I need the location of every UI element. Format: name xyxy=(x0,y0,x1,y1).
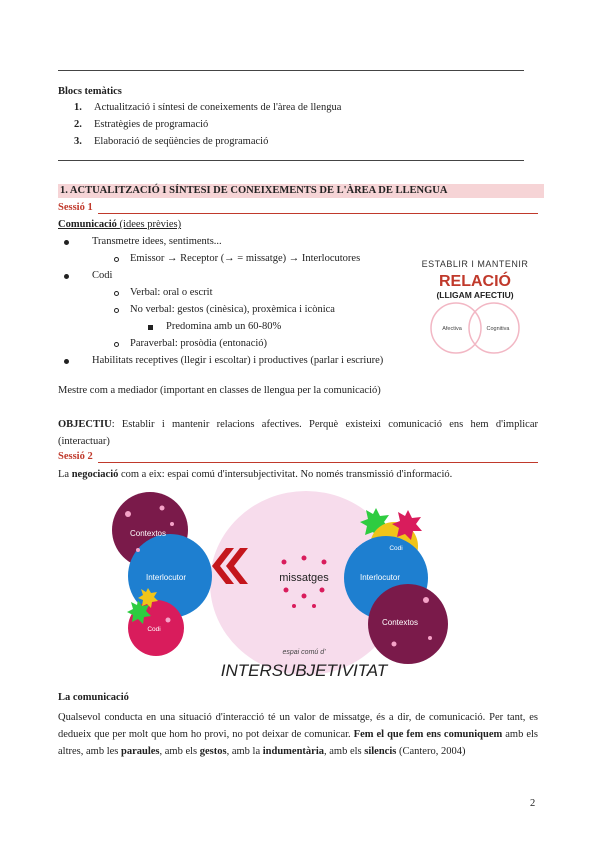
session2-text-after: com a eix: espai comú d'intersubjectivitat. No només transmissió d'informació. xyxy=(118,469,453,480)
comunicacio-indumentaria: indumentària xyxy=(262,746,325,757)
deco-dot xyxy=(312,604,316,608)
bullet-circle xyxy=(114,257,119,262)
comunicacio-p2c: , amb la xyxy=(226,746,263,757)
session2-text-before: La xyxy=(58,469,72,480)
deco-dot xyxy=(392,642,397,647)
session1-label: Sessió 1 xyxy=(58,202,93,213)
session1-line xyxy=(98,213,538,214)
deco-dot xyxy=(284,588,289,593)
comunicacio-title: La comunicació xyxy=(58,692,129,703)
bullet-circle xyxy=(114,342,119,347)
comunicacio-p1-bold: Fem el que fem ens comuniquem xyxy=(353,729,503,740)
comunicacio-sub: (idees prèvies) xyxy=(119,219,182,230)
session2-paragraph xyxy=(58,466,538,483)
comunicacio-gestos: gestos xyxy=(199,746,227,757)
blocs-item-num: 2. xyxy=(74,119,82,130)
top-rule xyxy=(58,70,524,71)
blocs-item-1 xyxy=(74,102,341,113)
bullet-predomina: Predomina amb un 60-80% xyxy=(166,321,282,332)
missatges-label: missatges xyxy=(279,572,329,584)
bullet-circle xyxy=(114,291,119,296)
bullet-transmetre: Transmetre idees, sentiments... xyxy=(92,236,222,247)
deco-dot xyxy=(292,604,296,608)
comunicacio-heading xyxy=(58,219,181,230)
bullet-verbal: Verbal: oral o escrit xyxy=(130,287,213,298)
relacio-line3: (LLIGAM AFECTIU) xyxy=(436,290,514,300)
comunicacio-p2e: (Cantero, 2004) xyxy=(396,746,466,757)
blocs-item-text: Elaboració de seqüències de programació xyxy=(94,136,269,147)
blocs-item-num: 1. xyxy=(74,102,82,113)
mestre-paragraph: Mestre com a mediador (important en classes de llengua per la comunicació) xyxy=(58,385,381,396)
interlocutor-right-label: Interlocutor xyxy=(359,573,401,582)
deco-dot xyxy=(302,556,307,561)
bullet-emissor: Emissor → Receptor (→ = missatge) → Interlocutores xyxy=(130,253,361,264)
deco-dot xyxy=(282,560,287,565)
negociacio: negociació xyxy=(71,469,119,480)
deco-dot xyxy=(166,618,171,623)
middle-rule xyxy=(58,160,524,161)
intersub-label: INTERSUBJETIVITAT xyxy=(220,661,388,680)
affective-label: Afectiva xyxy=(442,326,462,332)
comunicacio-silencis: silencis xyxy=(364,746,397,757)
deco-dot xyxy=(428,636,432,640)
bullet-square xyxy=(148,325,153,330)
comunicacio-title: Comunicació xyxy=(58,219,117,230)
cognitive-label: Cognitiva xyxy=(486,326,510,332)
deco-dot xyxy=(322,560,327,565)
bullet-dot xyxy=(64,240,69,245)
comunicacio-p2b: , amb els xyxy=(159,746,200,757)
deco-dot xyxy=(136,548,140,552)
objectiu-text: : Establir i mantenir relacions afectives. Perquè existeixi comunicació ens hem d'implicar (interactuar) xyxy=(58,419,538,447)
blocs-item-2 xyxy=(74,119,208,130)
relacio-figure xyxy=(410,256,540,356)
blocs-item-text: Estratègies de programació xyxy=(94,119,209,130)
page-number: 2 xyxy=(530,798,536,809)
bullet-habilitats: Habilitats receptives (llegir i escoltar) i productives (parlar i escriure) xyxy=(92,355,384,366)
session2-line xyxy=(98,462,538,463)
comunicacio-p2d: , amb els xyxy=(324,746,365,757)
intersubjectivity-diagram xyxy=(108,488,508,686)
contextos-right-label: Contextos xyxy=(381,618,419,627)
comunicacio-p2a: amb els altres, amb les xyxy=(58,729,538,757)
objectiu-label: OBJECTIU xyxy=(58,419,112,430)
relacio-line1: ESTABLIR I MANTENIR xyxy=(421,259,529,269)
objectiu-paragraph xyxy=(58,416,538,450)
deco-dot xyxy=(170,522,174,526)
deco-dot xyxy=(125,511,131,517)
interlocutor-left-label: Interlocutor xyxy=(145,573,187,582)
bullet-no-verbal: No verbal: gestos (cinèsica), proxèmica i icònica xyxy=(130,304,335,315)
session2-label: Sessió 2 xyxy=(58,451,93,462)
bullet-codi: Codi xyxy=(92,270,113,281)
deco-dot xyxy=(423,597,429,603)
blocs-item-text: Actualització i síntesi de coneixements de l'àrea de llengua xyxy=(94,102,342,113)
section-heading: 1. ACTUALITZACIÓ I SÍNTESI DE CONEIXEMENTS DE L'ÀREA DE LLENGUA xyxy=(58,184,544,198)
contextos-left-label: Contextos xyxy=(129,529,167,538)
deco-dot xyxy=(302,594,307,599)
comunicacio-paragraph xyxy=(58,709,538,760)
codi-right-label: Codi xyxy=(389,545,403,552)
bullet-dot xyxy=(64,359,69,364)
deco-dot xyxy=(320,588,325,593)
blocs-item-3 xyxy=(74,136,268,147)
blocs-title: Blocs temàtics xyxy=(58,86,122,97)
codi-left-label: Codi xyxy=(147,626,161,633)
bullet-paraverbal: Paraverbal: prosòdia (entonació) xyxy=(130,338,268,349)
blocs-item-num: 3. xyxy=(74,136,82,147)
comunicacio-p1: Qualsevol conducta en una situació d'interacció té un valor de missatge, és a dir, de comunicació. Per tant, es dedueix que per molt que hom ho provi, no pot deixar de comunicar. xyxy=(58,712,538,740)
bullet-circle xyxy=(114,308,119,313)
comunicacio-paraules: paraules xyxy=(120,746,160,757)
deco-dot xyxy=(160,506,165,511)
espai-label: espai comú d' xyxy=(282,649,326,656)
bullet-dot xyxy=(64,274,69,279)
relacio-line2: RELACIÓ xyxy=(439,273,511,290)
